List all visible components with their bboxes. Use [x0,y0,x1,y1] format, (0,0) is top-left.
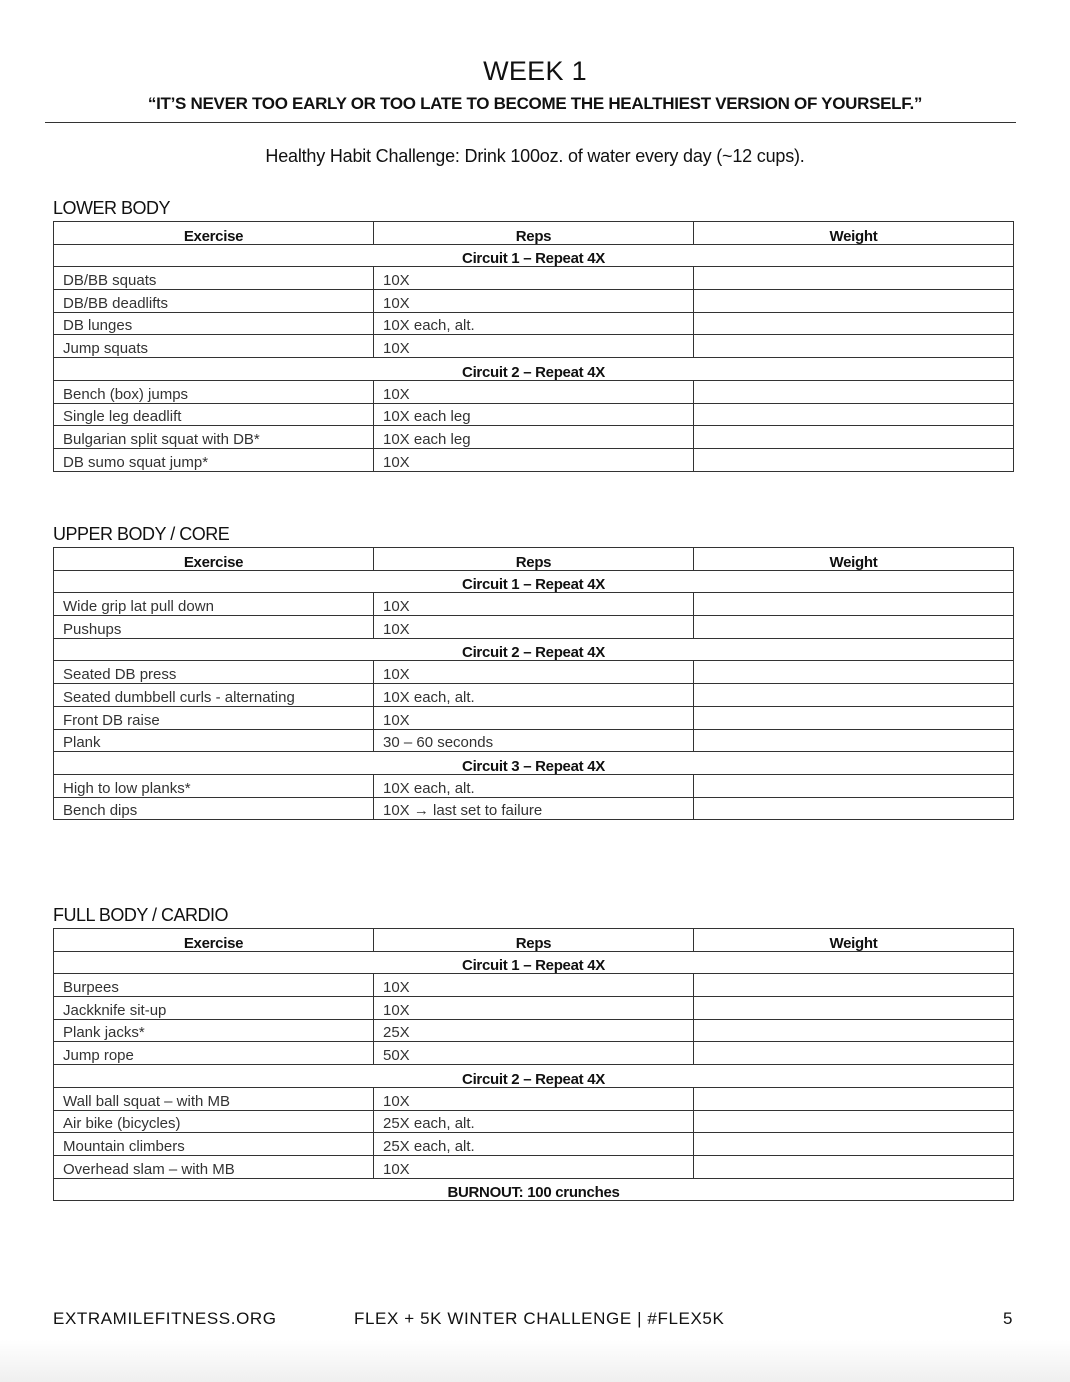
exercise-name: DB/BB deadlifts [54,290,374,313]
exercise-reps: 10X [374,1155,694,1178]
exercise-reps: 25X each, alt. [374,1133,694,1156]
exercise-reps: 10X [374,706,694,729]
weight-cell[interactable] [694,426,1014,449]
exercise-column-header: Exercise [54,222,374,245]
circuit-label: Circuit 1 – Repeat 4X [54,570,1014,593]
table-row [54,974,1014,997]
lower-body-table [53,221,1014,472]
weight-cell[interactable] [694,997,1014,1020]
page-title: WEEK 1 [483,56,587,86]
reps-column-header: Reps [374,548,694,571]
exercise-name: Overhead slam – with MB [54,1155,374,1178]
weight-cell[interactable] [694,729,1014,752]
table-row [54,593,1014,616]
exercise-name: Wide grip lat pull down [54,593,374,616]
reps-column-header: Reps [374,222,694,245]
weight-cell[interactable] [694,616,1014,639]
exercise-name: DB lunges [54,312,374,335]
section-title-upper-body: UPPER BODY / CORE [53,524,230,544]
exercise-column-header: Exercise [54,548,374,571]
exercise-reps: 10X each leg [374,426,694,449]
table-row [54,312,1014,335]
circuit-row [54,638,1014,661]
weight-cell[interactable] [694,403,1014,426]
exercise-reps: 50X [374,1042,694,1065]
circuit-row [54,570,1014,593]
circuit-label: Circuit 1 – Repeat 4X [54,951,1014,974]
section-title-lower-body: LOWER BODY [53,198,171,218]
circuit-row [54,358,1014,381]
motivational-quote: “IT’S NEVER TOO EARLY OR TOO LATE TO BECOME THE HEALTHIEST VERSION OF YOURSELF.” [147,94,923,113]
exercise-reps: 10X [374,661,694,684]
exercise-name: Bulgarian split squat with DB* [54,426,374,449]
table-row [54,1019,1014,1042]
burnout-label: BURNOUT: 100 crunches [54,1178,1014,1201]
table-row [54,426,1014,449]
table-row [54,1042,1014,1065]
exercise-reps: 10X each, alt. [374,684,694,707]
healthy-habit-challenge: Healthy Habit Challenge: Drink 100oz. of water every day (~12 cups). [265,146,805,166]
table-row [54,448,1014,471]
footer-site: EXTRAMILEFITNESS.ORG [53,1309,277,1328]
exercise-name: Bench (box) jumps [54,380,374,403]
circuit-label: Circuit 2 – Repeat 4X [54,1065,1014,1088]
table-row [54,661,1014,684]
exercise-column-header: Exercise [54,929,374,952]
exercise-name: Jackknife sit-up [54,997,374,1020]
exercise-reps: 25X [374,1019,694,1042]
table-row [54,616,1014,639]
circuit-row [54,951,1014,974]
exercise-name: Front DB raise [54,706,374,729]
page-bottom-shade [0,1340,1070,1382]
table-header-row [54,222,1014,245]
exercise-reps: 10X [374,290,694,313]
circuit-row [54,244,1014,267]
section-title-full-body: FULL BODY / CARDIO [53,905,229,925]
weight-cell[interactable] [694,448,1014,471]
weight-cell[interactable] [694,797,1014,820]
exercise-reps: 10X [374,974,694,997]
table-row [54,1133,1014,1156]
circuit-label: Circuit 3 – Repeat 4X [54,752,1014,775]
exercise-reps: 10X [374,380,694,403]
exercise-name: Bench dips [54,797,374,820]
header-divider [45,122,1016,123]
weight-cell[interactable] [694,312,1014,335]
weight-cell[interactable] [694,335,1014,358]
exercise-reps: 10X each, alt. [374,312,694,335]
exercise-reps: 10X [374,997,694,1020]
exercise-reps: 10X → last set to failure [374,797,694,820]
exercise-name: Air bike (bicycles) [54,1110,374,1133]
table-row [54,684,1014,707]
table-row [54,997,1014,1020]
weight-cell[interactable] [694,1087,1014,1110]
exercise-reps: 10X [374,616,694,639]
exercise-reps: 10X [374,593,694,616]
exercise-name: High to low planks* [54,774,374,797]
weight-cell[interactable] [694,661,1014,684]
table-header-row [54,929,1014,952]
exercise-name: Jump rope [54,1042,374,1065]
circuit-label: Circuit 2 – Repeat 4X [54,638,1014,661]
table-row [54,1155,1014,1178]
exercise-reps: 10X [374,448,694,471]
exercise-reps: 10X [374,1087,694,1110]
weight-cell[interactable] [694,1155,1014,1178]
exercise-name: Burpees [54,974,374,997]
weight-column-header: Weight [694,548,1014,571]
table-row [54,335,1014,358]
weight-cell[interactable] [694,1110,1014,1133]
table-row [54,1087,1014,1110]
table-row [54,380,1014,403]
table-row [54,290,1014,313]
table-row [54,729,1014,752]
reps-column-header: Reps [374,929,694,952]
full-body-table [53,928,1014,1201]
exercise-reps: 30 – 60 seconds [374,729,694,752]
exercise-reps: 25X each, alt. [374,1110,694,1133]
table-row [54,403,1014,426]
weight-cell[interactable] [694,684,1014,707]
table-header-row [54,548,1014,571]
weight-column-header: Weight [694,929,1014,952]
weight-cell[interactable] [694,774,1014,797]
weight-cell[interactable] [694,290,1014,313]
weight-cell[interactable] [694,593,1014,616]
circuit-row [54,752,1014,775]
circuit-row [54,1065,1014,1088]
exercise-name: Seated dumbbell curls - alternating [54,684,374,707]
weight-cell[interactable] [694,380,1014,403]
table-row [54,706,1014,729]
exercise-reps: 10X [374,267,694,290]
table-row [54,267,1014,290]
footer-page-number: 5 [1002,1309,1013,1328]
exercise-name: Single leg deadlift [54,403,374,426]
weight-cell[interactable] [694,1042,1014,1065]
exercise-reps: 10X [374,335,694,358]
exercise-name: Pushups [54,616,374,639]
exercise-name: Seated DB press [54,661,374,684]
circuit-label: Circuit 2 – Repeat 4X [54,358,1014,381]
upper-body-table [53,547,1014,820]
weight-cell[interactable] [694,1019,1014,1042]
weight-cell[interactable] [694,706,1014,729]
table-row [54,774,1014,797]
table-row [54,797,1014,820]
weight-column-header: Weight [694,222,1014,245]
exercise-reps: 10X each, alt. [374,774,694,797]
exercise-name: Jump squats [54,335,374,358]
burnout-row [54,1178,1014,1201]
exercise-name: DB/BB squats [54,267,374,290]
weight-cell[interactable] [694,1133,1014,1156]
exercise-name: DB sumo squat jump* [54,448,374,471]
circuit-label: Circuit 1 – Repeat 4X [54,244,1014,267]
table-row [54,1110,1014,1133]
exercise-reps: 10X each leg [374,403,694,426]
exercise-name: Plank [54,729,374,752]
weight-cell[interactable] [694,974,1014,997]
exercise-name: Plank jacks* [54,1019,374,1042]
exercise-name: Mountain climbers [54,1133,374,1156]
footer-program: FLEX + 5K WINTER CHALLENGE | #FLEX5K [354,1309,725,1328]
exercise-name: Wall ball squat – with MB [54,1087,374,1110]
weight-cell[interactable] [694,267,1014,290]
